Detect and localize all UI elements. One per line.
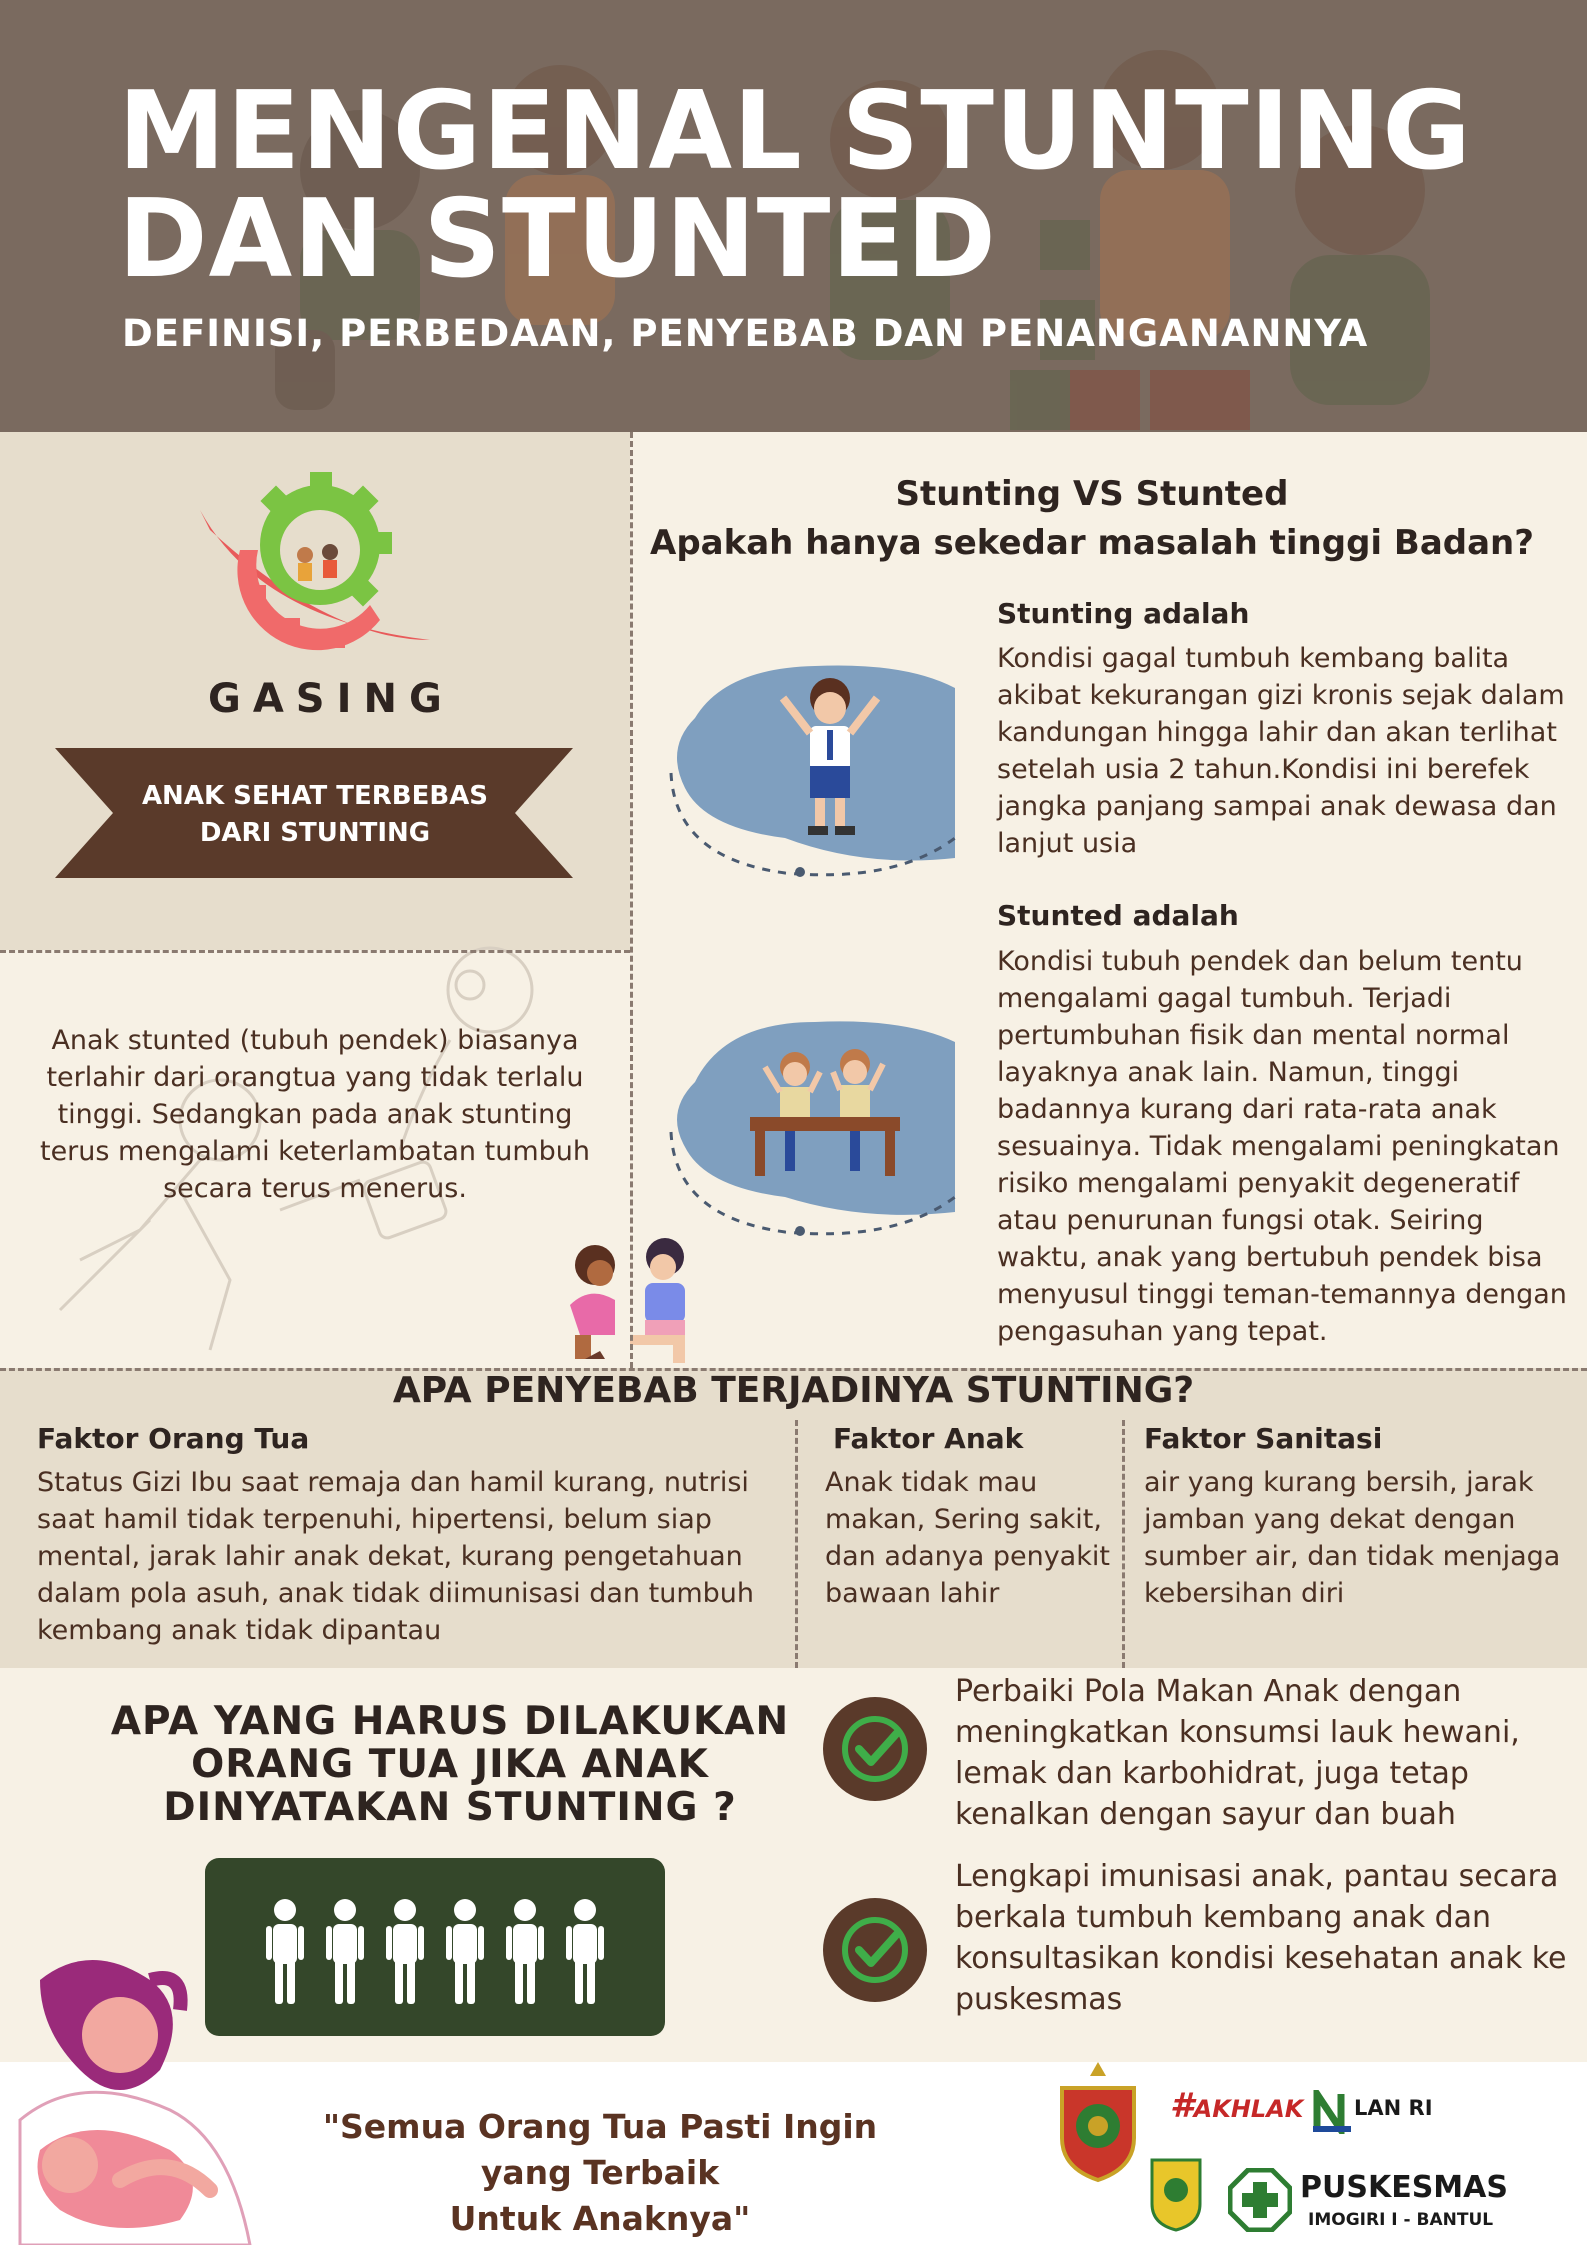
page-title xyxy=(118,69,1472,302)
comparison-title-line-2: Apakah hanya sekedar masalah tinggi Badan? xyxy=(650,523,1534,563)
stunted-explanation: Anak stunted (tubuh pendek) biasanya terlahir dari orangtua yang tidak terlalu tinggi. Sedangkan pada anak stunting terus mengalami keterlambatan tumbuh secara terus menerus. xyxy=(39,1025,590,1204)
column-divider xyxy=(795,1420,798,1668)
lan-ri-mark-logo xyxy=(1313,2090,1351,2134)
lan-ri-logo: LAN RI xyxy=(1354,2096,1433,2120)
tagline-text xyxy=(125,778,505,852)
stunting-definition: Kondisi gagal tumbuh kembang balita akibat kekurangan gizi kronis sejak dalam kandungan hingga lahir dan akan terlihat setelah usia 2 tahun.Kondisi ini berefek jangka panjang sampai anak dewasa dan lanjut usia xyxy=(997,643,1565,859)
causes-title: APA PENYEBAB TERJADINYA STUNTING? xyxy=(392,1370,1195,1411)
cause-body-child: Anak tidak mau makan, Sering sakit, dan adanya penyakit bawaan lahir xyxy=(825,1467,1110,1609)
action-item-1: Perbaiki Pola Makan Anak dengan meningkatkan konsumsi lauk hewani, lemak dan karbohidrat, juga tetap kenalkan dengan sayur dan buah xyxy=(955,1674,1520,1832)
footer-quote xyxy=(280,2104,920,2242)
quote-line-2: Untuk Anaknya" xyxy=(449,2199,751,2238)
stunted-heading: Stunted adalah xyxy=(997,899,1239,932)
cause-body-parent: Status Gizi Ibu saat remaja dan hamil kurang, nutrisi saat hamil tidak terpenuhi, hipertensi, belum siap mental, jarak lahir anak dekat, kurang pengetahuan dalam pola asuh, anak tidak diimunisasi dan tumbuh kembang anak tidak dipantau xyxy=(37,1467,754,1646)
brand-name: GASING xyxy=(208,676,454,722)
actions-title-line-1: APA YANG HARUS DILAKUKAN xyxy=(110,1699,790,1744)
cause-heading-child: Faktor Anak xyxy=(833,1422,1024,1455)
check-icon xyxy=(823,1697,927,1801)
cause-body-sanitation: air yang kurang bersih, jarak jamban yang dekat dengan sumber air, dan tidak menjaga kebersihan diri xyxy=(1144,1467,1561,1609)
akhlak-word: AKHLAK xyxy=(1193,2095,1304,2123)
column-divider xyxy=(1122,1420,1125,1668)
check-icon xyxy=(823,1898,927,2002)
comparison-title xyxy=(632,470,1552,568)
page-subtitle: DEFINISI, PERBEDAAN, PENYEBAB DAN PENANGANANNYA xyxy=(122,312,1369,355)
stunting-heading: Stunting adalah xyxy=(997,597,1250,630)
stunted-definition: Kondisi tubuh pendek dan belum tentu mengalami gagal tumbuh. Terjadi pertumbuhan fisik dan mental normal layaknya anak lain. Namun, tinggi badannya kurang dari rata-rata anak sesuainya. Tidak mengalami peningkatan risiko mengalami penyakit degeneratif atau penurunan fungsi otak. Seiring waktu, anak yang bertubuh pendek bisa menyusul tinggi teman-temannya dengan pengasuhan yang tepat. xyxy=(997,946,1567,1347)
actions-title xyxy=(105,1700,795,1829)
title-line-1: MENGENAL STUNTING xyxy=(118,69,1472,194)
tagline-line-2: DARI STUNTING xyxy=(199,818,431,848)
mother-baby-illustration xyxy=(0,1950,310,2245)
stunting-child-illustration xyxy=(665,658,965,878)
vertical-divider xyxy=(630,432,633,1368)
header-banner xyxy=(0,0,1587,432)
cause-heading-sanitation: Faktor Sanitasi xyxy=(1144,1422,1383,1455)
akhlak-hash: # xyxy=(1170,2086,1194,2126)
akhlak-logo xyxy=(1170,2086,1303,2126)
actions-title-line-2: ORANG TUA JIKA ANAK xyxy=(191,1742,709,1787)
action-item-2: Lengkapi imunisasi anak, pantau secara berkala tumbuh kembang anak dan konsultasikan kondisi kesehatan anak ke puskesmas xyxy=(955,1859,1567,2017)
stunted-children-illustration xyxy=(665,1012,965,1237)
quote-line-1: "Semua Orang Tua Pasti Ingin yang Terbaik xyxy=(322,2107,878,2192)
comparison-title-line-1: Stunting VS Stunted xyxy=(895,474,1289,514)
tagline-line-1: ANAK SEHAT TERBEBAS xyxy=(141,781,489,811)
gasing-gear-logo xyxy=(180,470,440,660)
sponsor-logos xyxy=(1048,2058,1560,2243)
puskesmas-name: PUSKESMAS xyxy=(1300,2170,1508,2205)
actions-title-line-3: DINYATAKAN STUNTING ? xyxy=(163,1785,737,1830)
left-divider xyxy=(0,950,630,953)
regency-emblem-logo xyxy=(1052,2058,1144,2183)
title-line-2: DAN STUNTED xyxy=(118,177,997,302)
bantul-emblem-logo xyxy=(1146,2154,1206,2232)
cause-heading-parent: Faktor Orang Tua xyxy=(37,1422,310,1455)
puskesmas-cross-logo xyxy=(1228,2168,1292,2232)
puskesmas-location: IMOGIRI I - BANTUL xyxy=(1308,2210,1494,2230)
